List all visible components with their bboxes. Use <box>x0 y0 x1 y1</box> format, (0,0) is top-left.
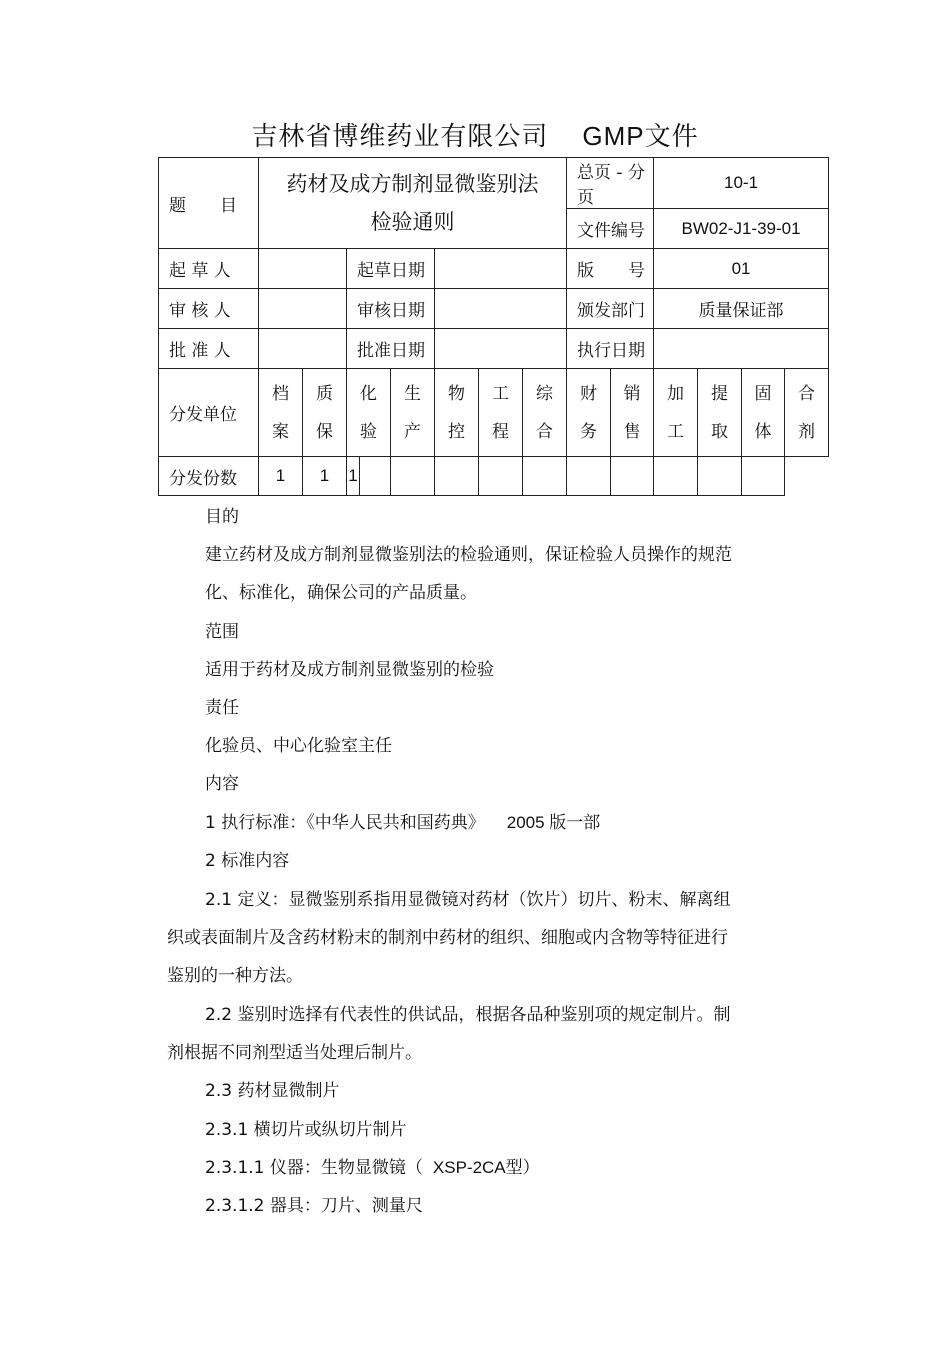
dist-count-value: 1 <box>319 466 330 485</box>
body-text-span: XSP-2CA <box>432 1158 506 1177</box>
dist-unit-char: 剂 <box>798 421 816 442</box>
dist-unit-char: 案 <box>272 421 289 442</box>
dist-count-cell <box>347 457 360 496</box>
dist-unit-cell <box>698 369 742 457</box>
dist-unit-char: 化 <box>360 383 377 404</box>
reviewer-value-cell <box>259 289 347 329</box>
body-line: 适用于药材及成方制剂显微鉴别的检验 <box>205 660 494 680</box>
subject-label: 题 目 <box>169 195 237 216</box>
dist-count-cell <box>435 457 479 496</box>
dist-unit-cell <box>523 369 567 457</box>
dist-unit-cell <box>785 369 829 457</box>
dist-unit-char: 合 <box>536 421 553 442</box>
review-date-value-cell <box>435 289 567 329</box>
draft-date-value-cell <box>435 249 567 289</box>
dist-unit-char: 合 <box>798 383 816 404</box>
dist-unit-char: 固 <box>754 383 772 404</box>
section-heading-responsibility: 责任 <box>205 698 239 718</box>
version-label-cell <box>567 249 654 289</box>
document-control-table <box>158 157 829 496</box>
dist-unit-char: 取 <box>711 421 729 442</box>
body-line <box>205 1153 540 1178</box>
dist-count-label: 分发份数 <box>169 468 237 489</box>
draft-date-label: 起草日期 <box>357 261 425 281</box>
version-value: 01 <box>731 258 751 278</box>
docno-value-cell <box>654 209 829 249</box>
issuer-label: 颁发部门 <box>577 301 645 321</box>
section-heading-content: 内容 <box>205 774 239 794</box>
dist-unit-cell <box>435 369 479 457</box>
approve-date-label: 批准日期 <box>357 341 425 361</box>
approver-label: 批 准 人 <box>169 341 231 361</box>
dist-count-label-cell <box>159 457 259 496</box>
docno-value: BW02-J1-39-01 <box>681 218 801 238</box>
version-value-cell <box>654 249 829 289</box>
body-line: 鉴别的一种方法。 <box>167 966 303 986</box>
body-line <box>205 808 600 833</box>
dist-unit-char: 控 <box>448 421 465 442</box>
dist-unit-char: 程 <box>492 421 509 442</box>
approver-label-cell <box>159 329 259 369</box>
body-text-span: 2.3.1.1 仪器：生物显微镜（ <box>205 1158 423 1178</box>
issuer-value: 质量保证部 <box>698 301 784 321</box>
dist-count-cell <box>654 457 698 496</box>
docno-label-cell <box>567 209 654 249</box>
dist-unit-char: 验 <box>360 421 377 442</box>
dist-unit-char: 提 <box>711 383 729 404</box>
dist-count-cell <box>259 457 303 496</box>
effective-label: 执行日期 <box>577 341 645 361</box>
approver-value-cell <box>259 329 347 369</box>
reviewer-label: 审 核 人 <box>169 301 231 321</box>
body-line: 化验员、中心化验室主任 <box>205 736 392 756</box>
drafter-value-cell <box>259 249 347 289</box>
body-text-span: 2005 版一部 <box>506 813 601 832</box>
dist-unit-cell <box>347 369 391 457</box>
dist-unit-cell <box>259 369 303 457</box>
review-date-label-cell <box>347 289 435 329</box>
company-name: 吉林省博维药业有限公司 <box>251 122 549 152</box>
dist-count-cell <box>567 457 611 496</box>
effective-label-cell <box>567 329 654 369</box>
dist-unit-char: 财 <box>580 383 597 404</box>
document-type: GMP文件 <box>582 121 699 151</box>
section-heading-scope: 范围 <box>205 622 239 642</box>
dist-count-cell <box>391 457 435 496</box>
section-heading-purpose: 目的 <box>205 507 239 527</box>
issuer-value-cell <box>654 289 829 329</box>
body-line: 织或表面制片及含药材粉末的制剂中药材的组织、细胞或内含物等特征进行 <box>167 928 728 948</box>
draft-date-label-cell <box>347 249 435 289</box>
pages-label: 总页 - 分页 <box>577 163 645 208</box>
subject-line-2: 检验通则 <box>370 210 455 234</box>
body-text-span: 型） <box>505 1158 540 1178</box>
approve-date-value-cell <box>435 329 567 369</box>
dist-unit-char: 体 <box>754 421 772 442</box>
dist-unit-label-cell <box>159 369 259 457</box>
subject-value-cell <box>259 158 567 249</box>
version-label: 版 号 <box>577 261 645 281</box>
dist-unit-char: 档 <box>272 383 289 404</box>
document-header <box>0 116 950 153</box>
pages-value: 10-1 <box>724 173 759 192</box>
pages-value-cell <box>654 158 829 209</box>
body-line: 2.1 定义：显微鉴别系指用显微镜对药材（饮片）切片、粉末、解离组 <box>205 890 731 910</box>
docno-label: 文件编号 <box>577 221 645 241</box>
dist-unit-char: 质 <box>316 383 333 404</box>
dist-count-value: 1 <box>275 466 286 485</box>
body-text-span: 1 执行标准：《中华人民共和国药典》 <box>205 813 485 833</box>
reviewer-label-cell <box>159 289 259 329</box>
dist-unit-char: 务 <box>580 421 597 442</box>
dist-unit-cell <box>611 369 654 457</box>
body-line: 剂根据不同剂型适当处理后制片。 <box>167 1043 422 1063</box>
issuer-label-cell <box>567 289 654 329</box>
dist-unit-cell <box>742 369 785 457</box>
effective-value-cell <box>654 329 829 369</box>
dist-count-cell <box>742 457 785 496</box>
dist-unit-char: 保 <box>316 421 333 442</box>
dist-unit-char: 生 <box>404 383 421 404</box>
dist-count-cell <box>698 457 742 496</box>
drafter-label-cell <box>159 249 259 289</box>
dist-unit-cell <box>303 369 347 457</box>
dist-count-cell <box>303 457 347 496</box>
dist-unit-label: 分发单位 <box>169 405 237 425</box>
dist-unit-cell <box>479 369 523 457</box>
body-line: 2.3 药材显微制片 <box>205 1081 340 1101</box>
body-line: 2.3.1 横切片或纵切片制片 <box>205 1120 407 1140</box>
review-date-label: 审核日期 <box>357 301 425 321</box>
dist-unit-char: 销 <box>623 383 641 404</box>
body-line: 2 标准内容 <box>205 851 290 871</box>
body-line: 2.3.1.2 器具：刀片、测量尺 <box>205 1196 423 1216</box>
subject-label-cell <box>159 158 259 249</box>
body-line: 建立药材及成方制剂显微鉴别法的检验通则，保证检验人员操作的规范 <box>205 545 732 565</box>
subject-line-1: 药材及成方制剂显微鉴别法 <box>286 172 539 196</box>
dist-count-cell <box>523 457 567 496</box>
drafter-label: 起 草 人 <box>169 261 231 281</box>
dist-unit-char: 工 <box>667 421 685 442</box>
dist-unit-char: 加 <box>667 383 685 404</box>
dist-unit-char: 工 <box>492 383 509 404</box>
dist-unit-cell <box>654 369 698 457</box>
dist-unit-cell <box>391 369 435 457</box>
dist-count-cell <box>611 457 654 496</box>
approve-date-label-cell <box>347 329 435 369</box>
dist-count-cell <box>479 457 523 496</box>
dist-unit-cell <box>567 369 611 457</box>
pages-label-cell <box>567 158 654 209</box>
dist-unit-char: 产 <box>404 421 421 442</box>
dist-count-cell <box>360 457 391 496</box>
dist-unit-char: 物 <box>448 383 465 404</box>
dist-unit-char: 售 <box>623 421 641 442</box>
dist-count-value: 1 <box>348 466 358 485</box>
dist-unit-char: 综 <box>536 383 553 404</box>
body-line: 2.2 鉴别时选择有代表性的供试品，根据各品种鉴别项的规定制片。制 <box>205 1005 731 1025</box>
body-line: 化、标准化，确保公司的产品质量。 <box>205 583 477 603</box>
